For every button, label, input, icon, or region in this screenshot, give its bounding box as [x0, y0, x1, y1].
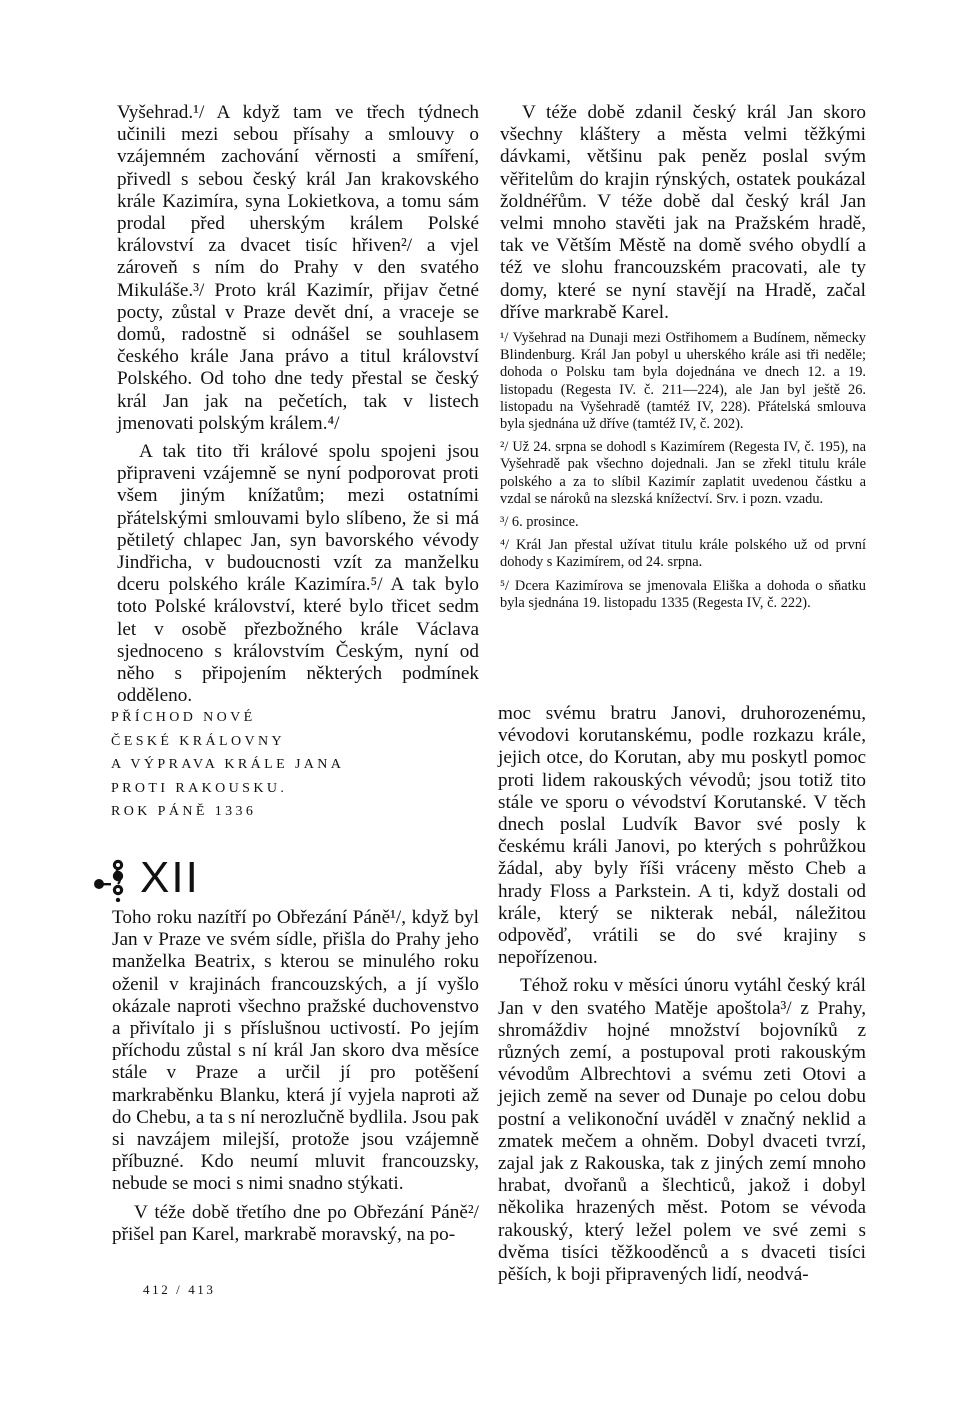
chapter-number: XII [140, 853, 200, 902]
chapter-title [111, 706, 471, 824]
chapter-title-line: PŘÍCHOD NOVÉ [111, 710, 256, 725]
body-paragraph: Toho roku nazítří po Obřezání Páně¹/, když byl Jan v Praze ve svém sídle, přišla do Prahy jeho manželka Beatrix, s kterou se minulého roku oženil v krajinách francouzských, a jí vyšlo okázale naproti všechno pražské duchovenstvo a přivítalo ji s příslušnou uctivostí. Po jejím příchodu zůstal s ní král Jan skoro dva měsíce stále v Praze a určil jí pro potěšení markraběnku Blanku, která jí vyjela naproti až do Chebu, a ta s ní nerozlučně bydlila. Jsou pak si navzájem milejší, protože jsou vzájemně příbuzné. Kdo neumí mluvit francouzsky, nebude se moci s nimi snadno stýkati. [112, 907, 479, 1195]
footnote: ³/ 6. prosince. [500, 514, 579, 531]
bottom-right-column [498, 703, 866, 1286]
chapter-title-line: PROTI RAKOUSKU. [111, 780, 288, 796]
page-numbers: 412 / 413 [143, 1282, 216, 1297]
footnote: ¹/ Vyšehrad na Dunaji mezi Ostřihomem a Budínem, německy Blindenburg. Král Jan pobyl u uherského krále asi tři neděle; dohoda o Polsku tam byla dojednána ve dnech 12. a 19. listopadu (Regesta IV. č. 211—224), ale Jan byl ještě 26. listopadu na Vyšehradě (tamtéž IV, 228). Přátelská smlouva byla sjednána už dříve (tamtéž IV, č. 202). [500, 330, 866, 433]
chapter-title-line: ČESKÉ KRÁLOVNY [111, 733, 285, 749]
footnote: ²/ Už 24. srpna se dohodl s Kazimírem (Regesta IV, č. 195), na Vyšehradě pak všechno dojednali. Jan se zřekl titulu krále polského a za to slíbil Kazimír zaplatit uvedenou částku a vzdal se nároků na slezská knížectví. Srv. i pozn. vzadu. [500, 439, 866, 507]
body-paragraph: moc svému bratru Janovi, druhorozenému, vévodovi korutanskému, podle rozkazu krále, jejich otce, do Korutan, aby mu poskytl pomoc proti lidem rakouských vévodů; jsou totiž tito stále ve sporu o vévodství Korutanské. V těch dnech poslal Ludvík Bavor své posly k českému králi Janovi, po kterých s pohrůžkou žádal, aby byly říši vráceny město Cheb a hrady Floss a Parkstein. A ti, když dostali od krále, který se nikterak nebál, náležitou odpověď, vrátili se do své krajiny s nepořízenou. [498, 703, 866, 969]
body-paragraph: V téže době třetího dne po Obřezání Páně²/ přišel pan Karel, markrabě moravský, na po- [112, 1201, 479, 1245]
fleuron-ornament-icon [90, 854, 134, 902]
body-paragraph: V téže době zdanil český král Jan skoro všechny kláštery a města velmi těžkými dávkami, většinu pak peněz poslal svým věřitelům do krajin rýnských, ostatek poukázal žoldnéřům. V téže době dal český král Jan velmi mnoho stavěti jak na Pražském hradě, tak ve Větším Městě na domě svého obydlí a též ve slohu francouzském pracovati, ale ty domy, které se nyní stavějí na Hradě, začal dříve markrabě Karel. [500, 102, 866, 323]
body-paragraph: A tak tito tři králové spolu spojeni jsou připraveni vzájemně se nyní podporovat proti všem jiným knížatům; mezi ostatními přátelskými smlouvami bylo slíbeno, že si má pětiletý chlapec Jan, syn bavorského vévody Jindřicha, v budoucnosti vzít za manželku dceru polského krále Kazimíra.⁵/ A tak bylo toto Polské království, které bylo třicet sedm let v osobě přezbožného krále Václava sjednoceno s královstvím Českým, nyní od něho s připojením některých podmínek odděleno. [117, 441, 479, 707]
bottom-left-column [112, 907, 479, 1246]
footnotes [500, 330, 866, 612]
footnote: ⁴/ Král Jan přestal užívat titulu krále polského už od první dohody s Kazimírem, od 24. srpna. [500, 537, 866, 571]
chapter-heading [90, 852, 200, 904]
top-right-column [500, 102, 866, 613]
chapter-title-line: ROK PÁNĚ 1336 [111, 804, 257, 819]
body-paragraph: Vyšehrad.¹/ A když tam ve třech týdnech učinili mezi sebou přísahy a smlouvy o vzájemném zachování věrnosti a smíření, přivedl s sebou český král Jan krakovského krále Kazimíra, syna Lokietkova, a tomu sám prodal před uherským králem Polské království za dvacet tisíc hřiven²/ a vjel zároveň s ním do Prahy v den svatého Mikuláše.³/ Proto král Kazimír, přijav četné pocty, zůstal v Praze devět dní, a vraceje se domů, radostně si odnášel se souhlasem českého krále Jana právo a titul království Polského. Od toho dne tedy přestal se český král Jan jak na pečetích, tak v listech jmenovati polským králem.⁴/ [117, 102, 479, 434]
chapter-title-line: A VÝPRAVA KRÁLE JANA [111, 757, 345, 772]
body-paragraph: Téhož roku v měsíci únoru vytáhl český král Jan v den svatého Matěje apoštola³/ z Prahy, shromáždiv hojné množství bojovníků z různých zemí, a postupoval proti rakouským vévodům Albrechtovi a svému zeti Otovi a jejich země na sever od Dunaje po celou dobu postní a velikonoční uváděl v značný neklid a zmatek mečem a ohněm. Dobyl dvaceti tvrzí, zajal jak z Rakouska, tak z jiných zemí mnoho hrabat, dvořanů a šlechticů, jakož i dobyl několika hrazených měst. Potom se vévoda rakouský, který ležel polem ve své zemi s dvěma tisíci těžkooděnců a s dvaceti tisíci pěších, k boji připravených lidí, neodvá- [498, 975, 866, 1286]
top-left-column [117, 102, 479, 707]
footnote: ⁵/ Dcera Kazimírova se jmenovala Eliška a dohoda o sňatku byla sjednána 19. listopadu 1335 (Regesta IV, č. 222). [500, 577, 866, 611]
